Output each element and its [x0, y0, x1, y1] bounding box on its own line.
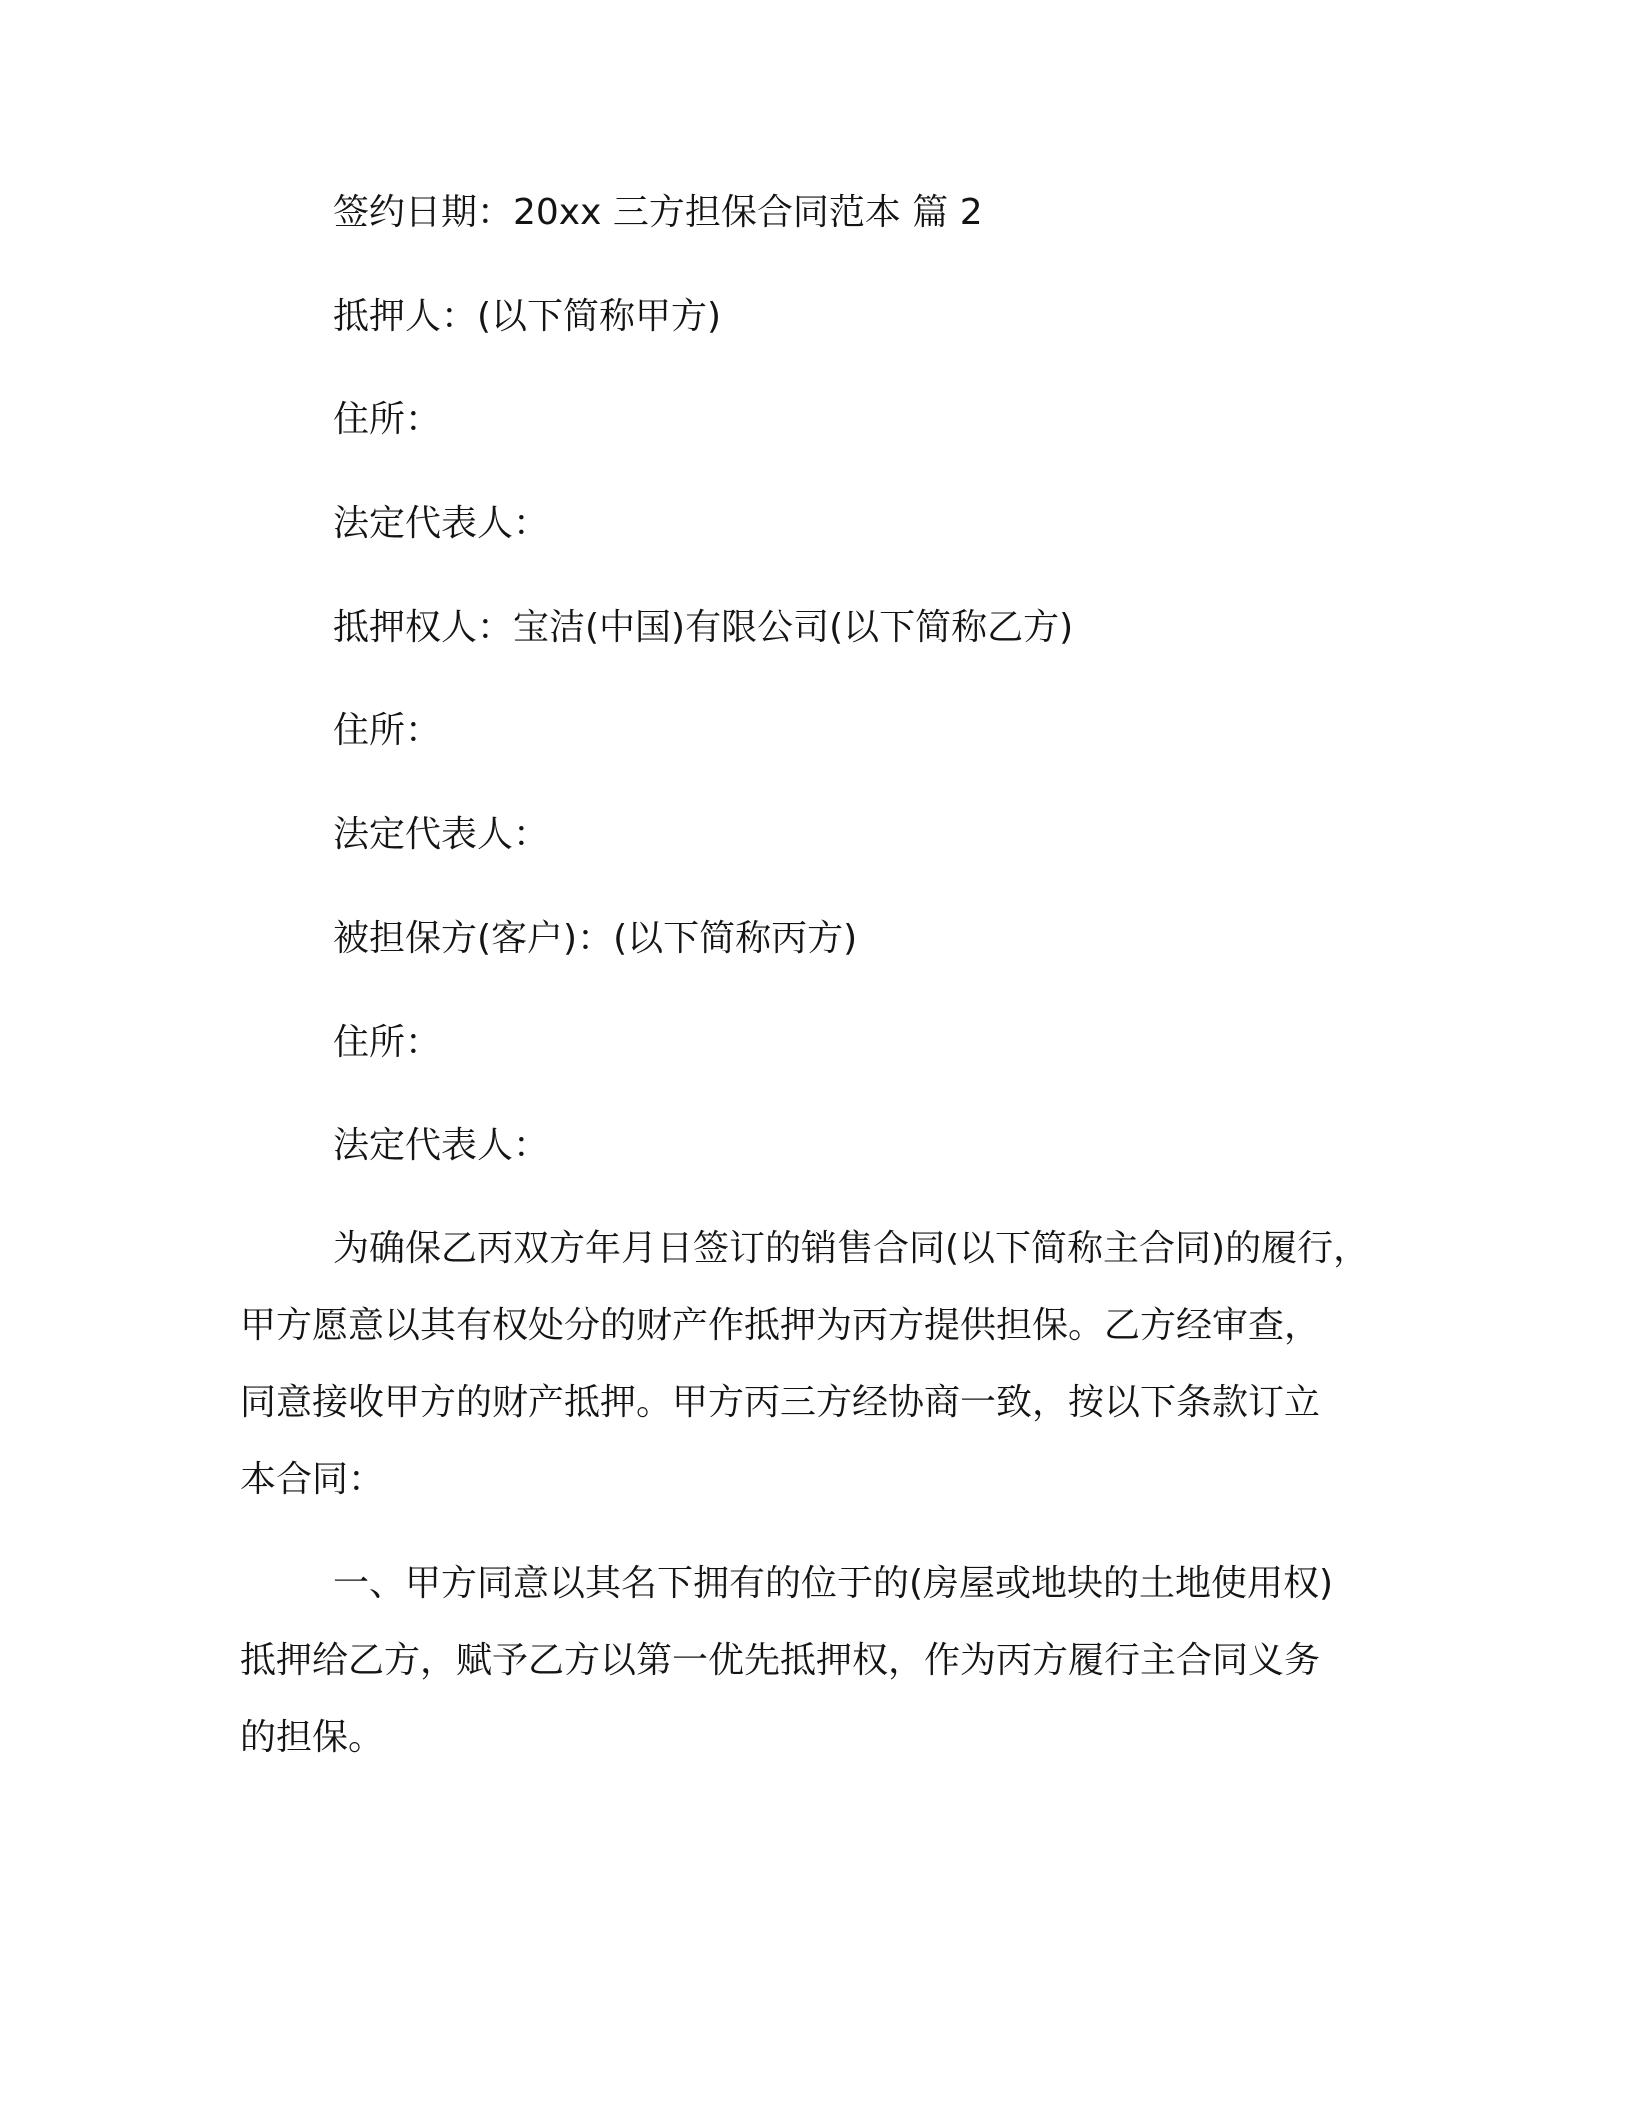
- paragraph-line: 本合同：: [240, 1459, 385, 1500]
- paragraph-line: 甲方愿意以其有权处分的财产作抵押为丙方提供担保。乙方经审查，: [240, 1305, 1321, 1346]
- guaranteed-party-line: 被担保方(客户)：(以下简称丙方): [333, 917, 858, 959]
- paragraph-line: 同意接收甲方的财产抵押。甲方丙三方经协商一致，按以下条款订立: [240, 1382, 1321, 1423]
- mortgagee-line: 抵押权人：宝洁(中国)有限公司(以下简称乙方): [333, 606, 1074, 648]
- signing-date-line: 签约日期：20xx 三方担保合同范本 篇 2: [333, 192, 983, 233]
- paragraph-line: 一、甲方同意以其名下拥有的位于的(房屋或地块的土地使用权): [333, 1563, 1334, 1604]
- guaranteed-party-address-line: 住所：: [333, 1021, 442, 1063]
- paragraph-line: 抵押给乙方，赋予乙方以第一优先抵押权，作为丙方履行主合同义务: [240, 1640, 1321, 1681]
- mortgagor-legal-rep-line: 法定代表人：: [333, 503, 550, 545]
- mortgagee-legal-rep-line: 法定代表人：: [333, 814, 550, 856]
- guaranteed-party-legal-rep-line: 法定代表人：: [333, 1125, 550, 1167]
- mortgagee-address-line: 住所：: [333, 710, 442, 752]
- mortgagor-address-line: 住所：: [333, 399, 442, 441]
- mortgagor-line: 抵押人：(以下简称甲方): [333, 295, 722, 337]
- clause-one-paragraph: [240, 1545, 1333, 1776]
- contract-party-fields: [333, 161, 1073, 1198]
- paragraph-line: 的担保。: [240, 1717, 385, 1758]
- preamble-paragraph: [240, 1210, 1369, 1518]
- paragraph-line: 为确保乙丙双方年月日签订的销售合同(以下简称主合同)的履行，: [333, 1228, 1370, 1269]
